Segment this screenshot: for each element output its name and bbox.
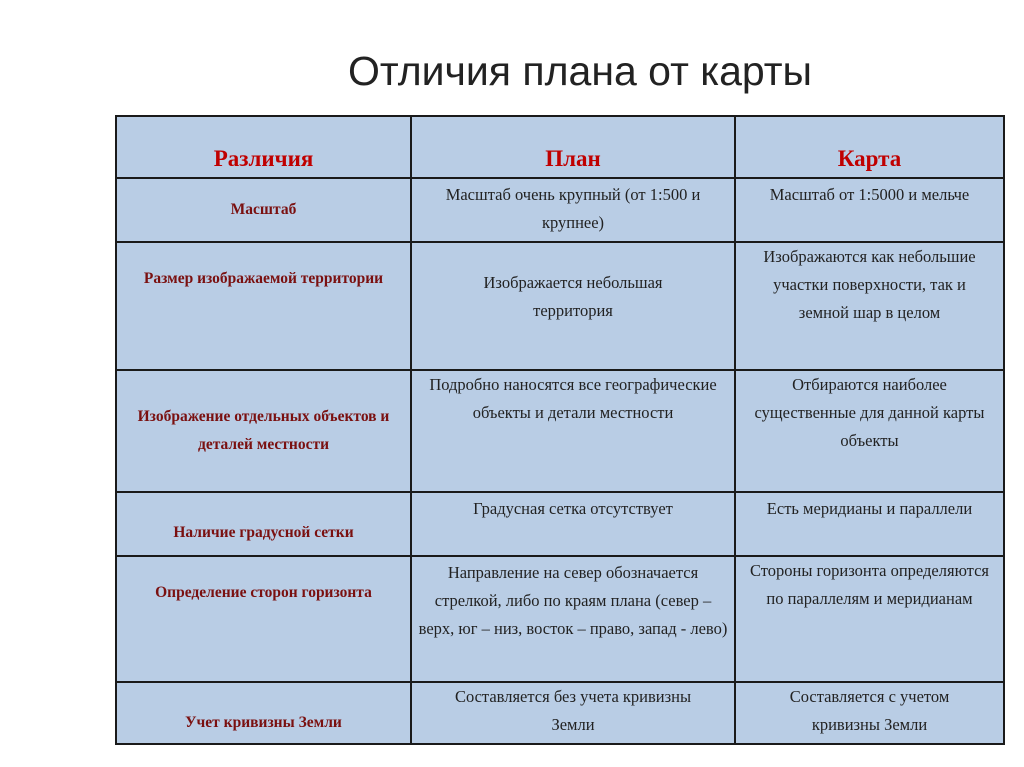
map-cell: Есть меридианы и параллели xyxy=(735,492,1004,556)
row-label: Масштаб xyxy=(116,178,411,242)
map-cell: Отбираются наиболее существенные для данной карты объекты xyxy=(735,370,1004,492)
plan-cell: Градусная сетка отсутствует xyxy=(411,492,735,556)
map-cell: Стороны горизонта определяются по параллелям и меридианам xyxy=(735,556,1004,682)
plan-cell: Подробно наносятся все географические объекты и детали местности xyxy=(411,370,735,492)
table-row xyxy=(116,242,1004,370)
map-cell: Изображаются как небольшие участки поверхности, так и земной шар в целом xyxy=(735,242,1004,370)
row-label: Определение сторон горизонта xyxy=(116,556,411,682)
table-row xyxy=(116,492,1004,556)
table-row xyxy=(116,370,1004,492)
comparison-table xyxy=(115,115,1005,745)
plan-cell: Масштаб очень крупный (от 1:500 и крупнее) xyxy=(411,178,735,242)
table-row xyxy=(116,682,1004,744)
plan-cell: Изображается небольшая территория xyxy=(411,242,735,370)
map-cell: Составляется с учетом кривизны Земли xyxy=(735,682,1004,744)
row-label: Наличие градусной сетки xyxy=(116,492,411,556)
table-row xyxy=(116,178,1004,242)
table-row xyxy=(116,556,1004,682)
row-label: Размер изображаемой территории xyxy=(116,242,411,370)
slide-title: Отличия плана от карты xyxy=(347,48,813,94)
map-cell: Масштаб от 1:5000 и мельче xyxy=(735,178,1004,242)
row-label: Учет кривизны Земли xyxy=(116,682,411,744)
header-map: Карта xyxy=(735,116,1004,178)
plan-cell: Составляется без учета кривизны Земли xyxy=(411,682,735,744)
plan-cell: Направление на север обозначается стрелкой, либо по краям плана (север – верх, юг – низ, восток – право, запад - лево) xyxy=(411,556,735,682)
row-label: Изображение отдельных объектов и деталей местности xyxy=(116,370,411,492)
table-header-row xyxy=(116,116,1004,178)
header-plan: План xyxy=(411,116,735,178)
header-differences: Различия xyxy=(116,116,411,178)
